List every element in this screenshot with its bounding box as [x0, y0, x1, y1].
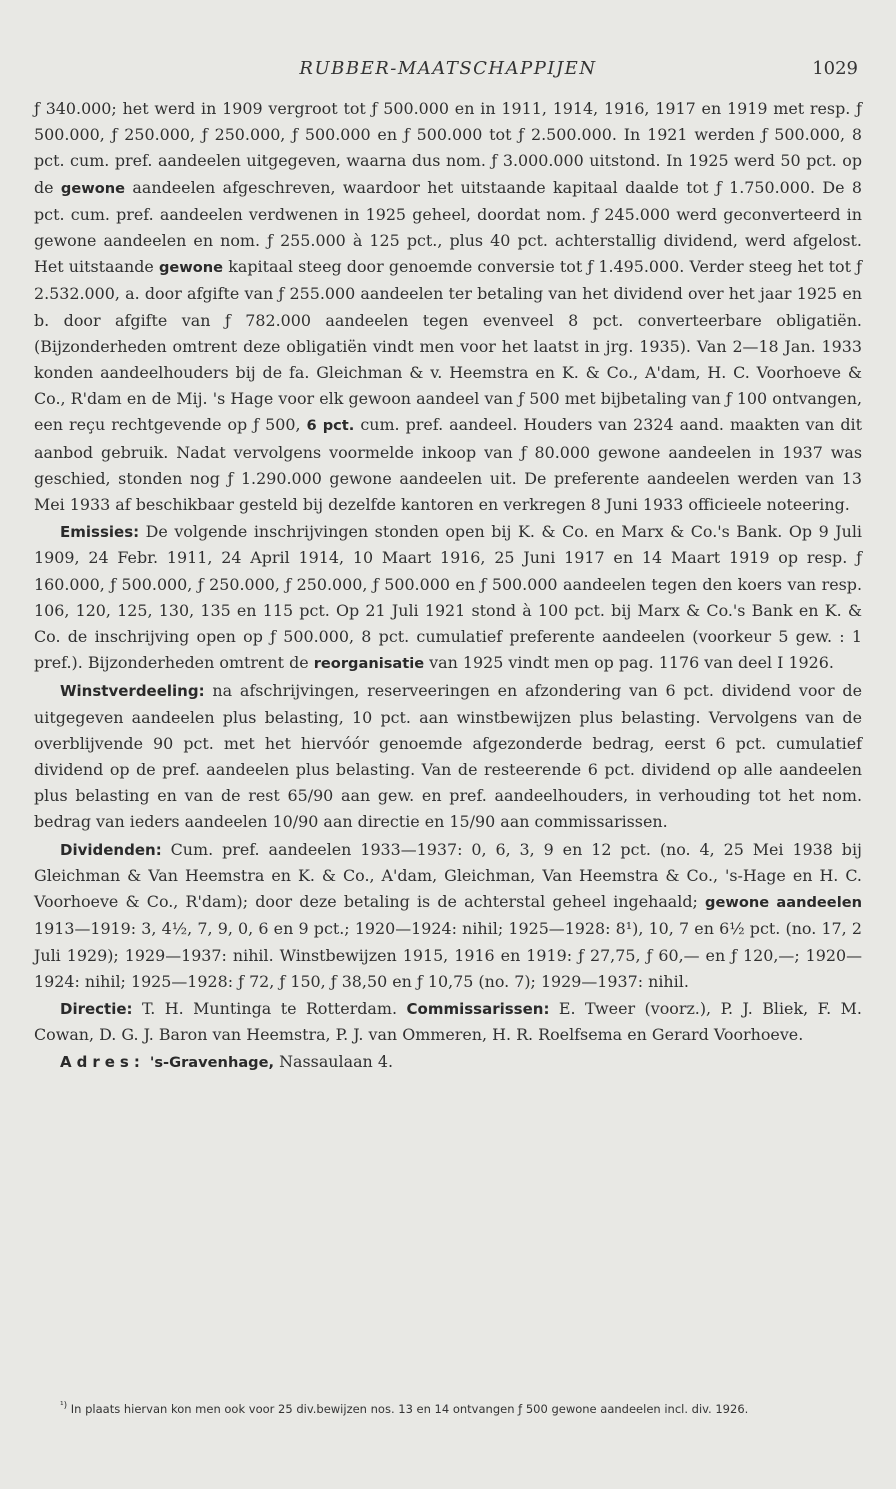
term-reorganisatie: reorganisatie: [313, 655, 425, 673]
adres-city: 's-Gravenhage,: [149, 1054, 275, 1072]
term-gewone-aandeelen: gewone aandeelen: [705, 894, 862, 912]
emissies-paragraph: [34, 519, 862, 677]
capital-text-a: ƒ 340.000; het werd in 1909 vergroot tot ƒ 500.000 en in 1911, 1914, 1916, 1917 en 1919 met resp. ƒ 500.000, ƒ 250.000, ƒ 250.000, ƒ 500.000 en ƒ 500.000 tot ƒ 2.500.000. In 1921 werden ƒ 500.000, 8 pct. cum. pref. aandeelen uitgegeven, waarna dus nom. ƒ 3.000.000 uitstond. In 1925 werd 50 pct. op de: [34, 99, 862, 197]
directie-text: T. H. Muntinga te Rotterdam.: [132, 998, 407, 1018]
footnote: [34, 1398, 862, 1418]
term-gewone-2: gewone: [158, 259, 224, 277]
directie-heading: Directie:: [60, 999, 133, 1018]
dividenden-heading: Dividenden:: [60, 840, 162, 859]
capital-text-d: cum. pref. aandeel. Houders van 2324 aand. maakten van dit aanbod gebruik. Nadat vervolgens voormelde inkoop van ƒ 80.000 gewone aandeelen in 1937 was geschied, stonden nog ƒ 1.290.000 gewone aandeelen uit. De preferente aandeelen werden van 13 Mei 1933 af beschikbaar gesteld bij dezelfde kantoren en verkregen 8 Juni 1933 officieele noteering.: [34, 415, 862, 515]
capital-text-b: aandeelen afgeschreven, waardoor het uitstaande kapitaal daalde tot ƒ 1.750.000. De 8 pct. cum. pref. aandeelen verdwenen in 1925 geheel, doordat nom. ƒ 245.000 werd geconverteerd in gewone aandeelen en nom. ƒ 255.000 à 125 pct., plus 40 pct. achterstallig dividend, werd afgelost. Het uitstaande: [34, 177, 862, 277]
running-title: RUBBER-MAATSCHAPPIJEN: [299, 58, 597, 79]
footnote-mark: ¹): [60, 1401, 68, 1411]
term-gewone-1: gewone: [60, 179, 126, 197]
commissarissen-text: E. Tweer (voorz.), P. J. Bliek, F. M. Cowan, D. G. J. Baron van Heemstra, P. J. van Ommeren, H. R. Roelfsema en Gerard Voorhoeve.: [34, 998, 862, 1045]
commissarissen-heading: Commissarissen:: [406, 999, 550, 1018]
emissies-heading: Emissies:: [60, 523, 140, 542]
winstverdeeling-paragraph: [34, 678, 862, 835]
body-text: [34, 96, 862, 1078]
adres-heading: Adres:: [60, 1053, 145, 1072]
capital-paragraph: [34, 96, 862, 518]
dividenden-paragraph: [34, 837, 862, 995]
capital-text-c: kapitaal steeg door genoemde conversie tot ƒ 1.495.000. Verder steeg het tot ƒ 2.532.000, a. door afgifte van ƒ 255.000 aandeelen ter betaling van het dividend over het jaar 1925 en b. door afgifte van ƒ 782.000 aandeelen tegen evenveel 8 pct. converteerbare obligatiën. (Bijzonderheden omtrent deze obligatiën vindt men voor het laatst in jrg. 1935). Van 2—18 Jan. 1933 konden aandeelhouders bij de fa. Gleichman & v. Heemstra en K. & Co., A'dam, H. C. Voorhoeve & Co., R'dam en de Mij. 's Hage voor elk gewoon aandeel van ƒ 500 met bijbetaling van ƒ 100 ontvangen, een reçu rechtgevende op ƒ 500,: [34, 257, 862, 435]
footnote-text: In plaats hiervan kon men ook voor 25 div.bewijzen nos. 13 en 14 ontvangen ƒ 500 gewone aandeelen incl. div. 1926.: [67, 1401, 749, 1416]
emissies-text-end: van 1925 vindt men op pag. 1176 van deel I 1926.: [424, 653, 834, 673]
dividenden-text-end: 1913—1919: 3, 4½, 7, 9, 0, 6 en 9 pct.; 1920—1924: nihil; 1925—1928: 8¹), 10, 7 en 6½ pct. (no. 17, 2 Juli 1929); 1929—1937: nihil. Winstbewijzen 1915, 1916 en 1919: ƒ 27,75, ƒ 60,— en ƒ 120,—; 1920—1924: nihil; 1925—1928: ƒ 72, ƒ 150, ƒ 38,50 en ƒ 10,75 (no. 7); 1929—1937: nihil.: [34, 919, 862, 991]
dividenden-text: Cum. pref. aandeelen 1933—1937: 0, 6, 3, 9 en 12 pct. (no. 4, 25 Mei 1938 bij Gleichman & Van Heemstra en K. & Co., A'dam, Gleichman, Van Heemstra & Co., 's-Hage en H. C. Voorhoeve & Co., R'dam); door deze betaling is de achterstal geheel ingehaald;: [34, 839, 862, 912]
emissies-text: De volgende inschrijvingen stonden open bij K. & Co. en Marx & Co.'s Bank. Op 9 Juli 1909, 24 Febr. 1911, 24 April 1914, 10 Maart 1916, 25 Juni 1917 en 14 Maart 1919 op resp. ƒ 160.000, ƒ 500.000, ƒ 250.000, ƒ 250.000, ƒ 500.000 en ƒ 500.000 aandeelen tegen den koers van resp. 106, 120, 125, 130, 135 en 115 pct. Op 21 Juli 1921 stond à 100 pct. bij Marx & Co.'s Bank en K. & Co. de inschrijving open op ƒ 500.000, 8 pct. cumulatief preferente aandeelen (voorkeur 5 gew. : 1 pref.). Bijzonderheden omtrent de: [34, 522, 862, 673]
page-number: 1029: [812, 58, 858, 79]
directie-paragraph: [34, 996, 862, 1048]
winstverdeeling-heading: Winstverdeeling:: [60, 682, 205, 701]
adres-street: Nassaulaan 4.: [274, 1052, 394, 1072]
winstverdeeling-text: na afschrijvingen, reserveeringen en afzondering van 6 pct. dividend voor de uitgegeven aandeelen plus belasting, 10 pct. aan winstbewijzen plus belasting. Vervolgens van de overblijvende 90 pct. met het hiervóór genoemde afgezonderde bedrag, eerst 6 pct. cumulatief dividend op de pref. aandeelen plus belasting. Van de resteerende 6 pct. dividend op alle aandeelen plus belasting en van de rest 65/90 aan gew. en pref. aandeelhouders, in verhouding tot het nom. bedrag van ieders aandeelen 10/90 aan directie en 15/90 aan commissarissen.: [34, 681, 862, 832]
adres-paragraph: [34, 1049, 862, 1076]
term-6-pct: 6 pct.: [306, 417, 355, 435]
page-header: [0, 58, 896, 88]
